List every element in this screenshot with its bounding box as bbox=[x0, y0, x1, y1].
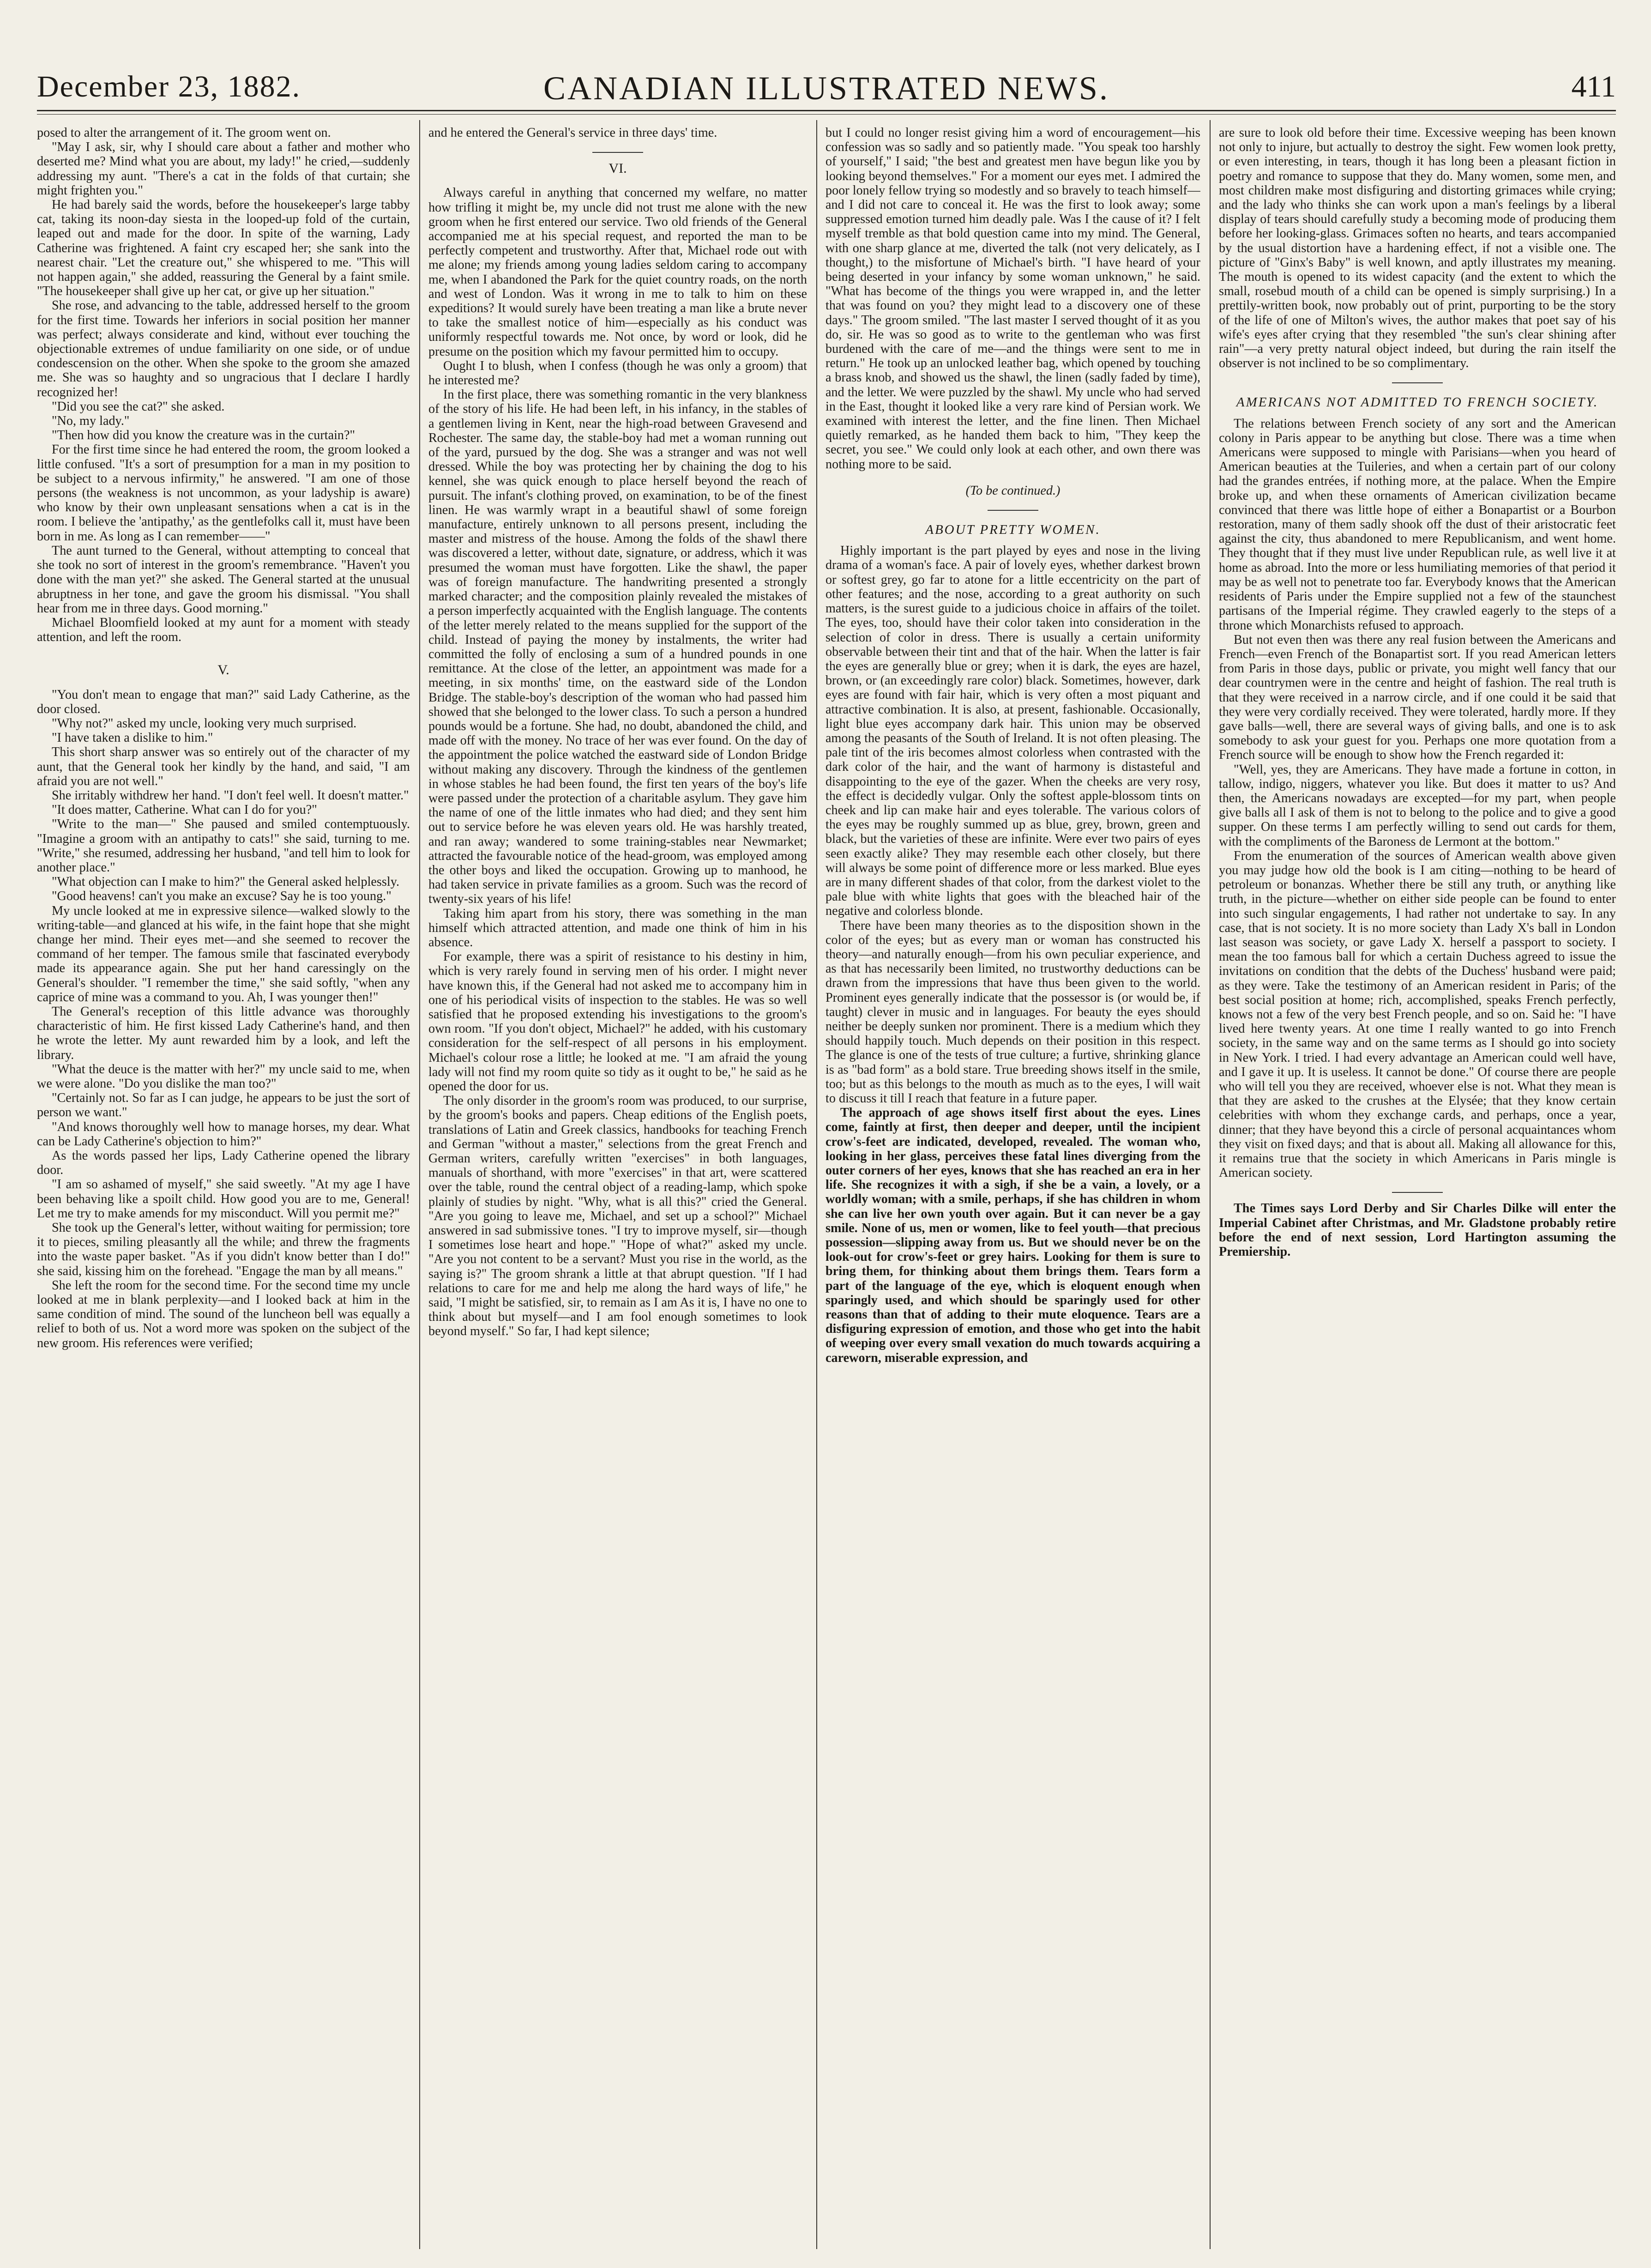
paragraph: As the words passed her lips, Lady Catherine opened the library door. bbox=[37, 1149, 410, 1178]
column-4 bbox=[1219, 126, 1616, 2245]
column-2 bbox=[428, 126, 807, 2245]
paragraph: The General's reception of this little advance was thoroughly characteristic of him. He first kissed Lady Catherine's hand, and then he wrote the letter. My aunt rewarded him by a look, and left the library. bbox=[37, 1004, 410, 1062]
masthead bbox=[37, 69, 1616, 106]
paragraph: "Then how did you know the creature was in the curtain?" bbox=[52, 428, 356, 443]
paragraph: "Did you see the cat?" she asked. bbox=[52, 399, 225, 414]
paragraph: He had barely said the words, before the housekeeper's large tabby cat, taking its noon-day siesta in the looped-up fold of the curtain, leaped out and made for the door. In spite of the warning, Lady Catherine was frightened. A faint cry escaped her; she sank into the nearest chair. "Let the creature out," she whispered to me. "This will not happen again," she added, reassuring the General by a faint smile. "The housekeeper shall give up her cat, or give up her situation." bbox=[37, 198, 410, 299]
article-heading: AMERICANS NOT ADMITTED TO FRENCH SOCIETY. bbox=[1236, 395, 1599, 410]
paragraph: The Times says Lord Derby and Sir Charles Dilke will enter the Imperial Cabinet after Christmas, and Mr. Gladstone probably retire before the end of next session, Lord Hartington assuming the Premiership. bbox=[1219, 1201, 1616, 1259]
column-divider bbox=[419, 120, 420, 2249]
column-3 bbox=[826, 126, 1200, 2245]
paragraph: My uncle looked at me in expressive silence—walked slowly to the writing-table—and glanced at his wife, in the faint hope that she might change her mind. Their eyes met—and she seemed to recover the command of her temper. The famous smile that fascinated everybody made its appearance again. She put her hand caressingly on the General's shoulder. "I remember the time," she said softly, "when any caprice of mine was a command to you. Ah, I was younger then!" bbox=[37, 903, 410, 1004]
issue-date: December 23, 1882. bbox=[37, 70, 301, 103]
paragraph: and he entered the General's service in three days' time. bbox=[428, 126, 717, 140]
paragraph: The aunt turned to the General, without attempting to conceal that she took no sort of interest in the groom's remembrance. "Haven't you done with the man yet?" she asked. The General started at the unusual abruptness in her tone, and gave the groom his dismissal. "You shall hear from me in three days. Good morning." bbox=[37, 543, 410, 616]
column-1 bbox=[37, 126, 410, 2245]
page-number: 411 bbox=[1571, 70, 1616, 103]
paragraph: The approach of age shows itself first about the eyes. Lines come, faintly at first, then deeper and deeper, until the incipient crow's-feet are indicated, developed, revealed. The woman who, looking in her glass, perceives these fatal lines diverging from the outer corners of her eyes, knows that she has reached an era in her life. She recognizes it with a sigh, if she be a vain, a lovely, or a worldly woman; with a smile, perhaps, if she has children in whom she can live her own youth over again. But it can never be a gay smile. None of us, men or women, like to feel youth—that precious possession—slipping away from us. But we should never be on the look-out for crow's-feet or grey hairs. Looking for them is sure to bring them, for thinking about them brings them. Tears form a part of the language of the eye, which is eloquent enough when sparingly used, and which should be sparingly used for other reasons than that of adding to their mute eloquence. Tears are a disfiguring expression of emotion, and those who get into the habit of weeping over every small vexation do much towards acquiring a careworn, miserable expression, and bbox=[826, 1106, 1200, 1365]
paragraph: Always careful in anything that concerned my welfare, no matter how trifling it might be, my uncle did not trust me alone with the new groom when he first entered our service. Two old friends of the General accompanied me at his special request, and reported the man to be perfectly competent and trustworthy. After that, Michael rode out with me alone; my friends among young ladies seldom caring to accompany me, when I abandoned the Park for the quiet country roads, on the north and west of London. Was it wrong in me to talk to him on these expeditions? It would surely have been treating a man like a brute never to take the smallest notice of him—especially as his conduct was uniformly respectful towards me. Not once, by word or look, did he presume on the position which my favour permitted him to occupy. bbox=[428, 186, 807, 359]
paragraph: "What objection can I make to him?" the General asked helplessly. bbox=[52, 875, 400, 889]
paragraph: "May I ask, sir, why I should care about a father and mother who deserted me? Mind what you are about, my lady!" he cried,—suddenly addressing my aunt. "There's a cat in the folds of that curtain; she might frighten you." bbox=[37, 140, 410, 198]
paragraph: are sure to look old before their time. Excessive weeping has been known not only to injure, but actually to destroy the sight. Few women look pretty, or even interesting, in tears, though it has long been a pleasant fiction in poetry and romance to suppose that they do. Many women, some men, and most children make most disfiguring and distorting grimaces while crying; and the lady who thinks she can work upon a man's feelings by a liberal display of tears should carefully study a becoming mode of producing them before her looking-glass. Grimaces soften no hearts, and tears accompanied by the usual distortion have a hardening effect, if not a visible one. The picture of "Ginx's Baby" is well known, and aptly illustrates my meaning. The mouth is opened to its widest capacity (and the extent to which the small, rosebud mouth of a child can be opened is simply surprising.) In a prettily-written book, now probably out of print, purporting to be the story of the life of one of Milton's wives, the author makes that poet say of his wife's eyes after crying that they resembled "the sun's clear shining after rain"—a very pretty natural object indeed, but during the rain itself the observer is not inclined to be so complimentary. bbox=[1219, 126, 1616, 371]
paragraph: posed to alter the arrangement of it. The groom went on. bbox=[37, 126, 331, 140]
masthead-rule-top bbox=[37, 110, 1616, 111]
to-be-continued: (To be continued.) bbox=[965, 483, 1060, 498]
paragraph: Michael Bloomfield looked at my aunt for a moment with steady attention, and left the room. bbox=[37, 615, 410, 645]
paragraph: "Why not?" asked my uncle, looking very much surprised. bbox=[52, 716, 357, 731]
paragraph: There have been many theories as to the disposition shown in the color of the eyes; but as every man or woman has constructed his theory—and naturally enough—from his own peculiar experience, and as that has necessarily been limited, no trustworthy deductions can be drawn from the impressions that have thus been given to the world. Prominent eyes generally indicate that the possessor is (or would be, if taught) clever in music and in languages. For beauty the eyes should neither be deeply sunken nor prominent. There is a medium which they should happily touch. Much depends on their position in this respect. The glance is one of the tests of true culture; a furtive, shrinking glance is as "bad form" as a bold stare. True breeding shows itself in the smile, too; but as this belongs to the mouth as much as to the eyes, I will wait to discuss it till I reach that feature in a future paper. bbox=[826, 918, 1200, 1106]
paragraph: The relations between French society of any sort and the American colony in Paris appear to be anything but close. There was a time when Americans were supposed to mingle with Parisians—when you heard of American beauties at the Tuileries, and when a certain part of our colony had the grandes entrées, if nothing more, at the palace. When the Empire broke up, and when these ornaments of American civilization became convinced that there was little hope of either a Bonapartist or a Bourbon restoration, many of them sadly shook off the dust of their aristocratic feet against the city, thus abandoned to mere Republicanism, and went home. They thought that if they must live under Republican rule, as well live it at home as abroad. Into the more or less humiliating memories of that period it may be as well not to penetrate too far. Everybody knows that the American residents of Paris under the Empire supplied not a few of the staunchest partisans of the Imperial régime. They crawled eagerly to the steps of a throne which Monarchists refused to approach. bbox=[1219, 416, 1616, 633]
paragraph: She rose, and advancing to the table, addressed herself to the groom for the first time. Towards her inferiors in social position her manner was perfect; always considerate and kind, without ever touching the objectionable extremes of undue familiarity on one side, or of undue condescension on the other. When she spoke to the groom she amazed me. She was so haughty and so ungracious that I declare I hardly recognized her! bbox=[37, 298, 410, 399]
paragraph: She irritably withdrew her hand. "I don't feel well. It doesn't matter." bbox=[52, 788, 409, 803]
paragraph: In the first place, there was something romantic in the very blankness of the story of his life. He had been left, in his infancy, in the stables of a gentlemen living in Kent, near the high-road between Gravesend and Rochester. The same day, the stable-boy had met a woman running out of the yard, pursued by the dog. She was a stranger and was not well dressed. While the boy was protecting her by chaining the dog to his kennel, she was quick enough to place herself beyond the reach of pursuit. The infant's clothing proved, on examination, to be of the finest linen. He was warmly wrapt in a beautiful shawl of some foreign manufacture, entirely unknown to all persons present, including the master and mistress of the house. Among the folds of the shawl there was discovered a letter, without date, signature, or address, which it was presumed the woman must have forgotten. Like the shawl, the paper was of foreign manufacture. The handwriting presented a strongly marked character; and the composition plainly revealed the mistakes of a person imperfectly acquainted with the English language. The contents of the letter merely related to the means supplied for the support of the child. Instead of paying the money by instalments, the writer had committed the folly of enclosing a sum of a hundred pounds in one remittance. At the close of the letter, an appointment was made for a meeting, in six months' time, on the eastward side of the London Bridge. The stable-boy's description of the woman who had passed him showed that she belonged to the lower class. To such a person a hundred pounds would be a fortune. She had, no doubt, abandoned the child, and made off with the money. No trace of her was ever found. On the day of the appointment the police watched the eastward side of London Bridge without making any discovery. Through the kindness of the gentlemen in whose stables he had been found, the first ten years of the boy's life were passed under the protection of a charitable asylum. They gave him the name of one of the little inmates who had died; and they sent him out to service before he was eleven years old. He was harshly treated, and ran away; wandered to some training-stables near Newmarket; attracted the favourable notice of the head-groom, was employed among the other boys and liked the occupation. Growing up to manhood, he had taken service in private families as a groom. Such was the record of twenty-six years of his life! bbox=[428, 387, 807, 907]
paragraph: "I have taken a dislike to him." bbox=[52, 731, 213, 745]
paragraph: But not even then was there any real fusion between the Americans and French—even French of the Bonapartist sort. If you read American letters from Paris in those days, public or private, you might well fancy that our dear countrymen were in the centre and height of fashion. The real truth is that they were received in a narrow circle, and if one could it be said that they were very cordially received. They were tolerated, hardly more. If they gave balls—well, there are several ways of giving balls, and one is to ask somebody to ask your guest for you. Perhaps one more quotation from a French source will be enough to show how the French regarded it: bbox=[1219, 632, 1616, 762]
paragraph: For the first time since he had entered the room, the groom looked a little confused. "It's a sort of presumption for a man in my position to be subject to a nervous infirmity," he answered. "I am one of those persons (the weakness is not uncommon, as your ladyship is aware) who know by their own unpleasant sensations when a cat is in the room. I believe the 'antipathy,' as the gentlefolks call it, must have been born in me. As long as I can remember——" bbox=[37, 442, 410, 544]
paragraph: "No, my lady." bbox=[52, 414, 130, 429]
paragraph: Taking him apart from his story, there was something in the man himself which attracted attention, and made one think of him in his absence. bbox=[428, 906, 807, 950]
paragraph: "Write to the man—" She paused and smiled contemptuously. "Imagine a groom with an antipathy to cats!" she said, turning to me. "Write," she resumed, addressing her husband, "and tell him to look for another place." bbox=[37, 817, 410, 875]
paragraph: From the enumeration of the sources of American wealth above given you may judge how old the book is I am citing—nothing to be heard of petroleum or bonanzas. Whether there be still any truth, or anything like truth, in the picture—whether on either side people can be found to enter into such singular engagements, I had rather not undertake to say. In any case, that is not society. It is no more society than Lady X's ball in London last season was society, or gave Lady X. herself a passport to society. I mean the too famous ball for which a certain Duchess agreed to issue the invitations on condition that the debts of the Duchess' husband were paid; as they were. Take the testimony of an American resident in Paris; of the best social position at home; rich, accomplished, speaks French perfectly, knows not a few of the very best French people, and so on. Said he: "I have lived here twenty years. At one time I really wanted to go into French society, in the same way and on the same terms as I should go into society in New York. I tried. I had every advantage an American could well have, and I gave it up. It is useless. It cannot be done." Of course there are people who will tell you they are received, whoever else is not. What they mean is that they are asked to the crushes at the Elysée; that they know certain celebrities with whom they exchange cards, and perhaps, once a year, dinner; that they have beyond this a circle of personal acquaintances whom they visit on fixed days; and that is about all. Making all allowance for this, it remains true that the society in which Americans in Paris mingle is American society. bbox=[1219, 848, 1616, 1180]
section-divider bbox=[592, 152, 643, 153]
paragraph: "Certainly not. So far as I can judge, he appears to be just the sort of person we want." bbox=[37, 1091, 410, 1120]
masthead-rule-bottom bbox=[37, 114, 1616, 115]
chapter-number: VI. bbox=[609, 161, 627, 176]
paragraph: Highly important is the part played by eyes and nose in the living drama of a woman's face. A pair of lovely eyes, whether darkest brown or softest grey, go far to atone for a little eccentricity on the part of other features; and the nose, according to a great authority on such matters, is the surest guide to a judicious choice in affairs of the toilet. The eyes, too, should have their color taken into consideration in the selection of color in dress. There is usually a certain uniformity observable between their tint and that of the hair. When the latter is fair the eyes are generally blue or grey; when it is dark, the eyes are hazel, brown, or (an exceedingly rare color) black. Sometimes, however, dark eyes are found with fair hair, which is very often a most piquant and attractive combination. It is also, at present, fashionable. Occasionally, light blue eyes accompany dark hair. This union may be observed among the peasants of the South of Ireland. It is not often pleasing. The pale tint of the iris becomes almost colorless when contrasted with the dark color of the hair, and the want of harmony is distasteful and disappointing to the eye of the gazer. When the cheeks are very rosy, the effect is decidedly vulgar. Only the softest apple-blossom tints on cheek and lip can make hair and eyes tolerable. The various colors of the eyes may be roughly summed up as blue, grey, brown, green and black, but the varieties of these are infinite. Were ever two pairs of eyes seen exactly alike? They may resemble each other closely, but there will always be some point of difference more or less marked. Blue eyes are in many different shades of that color, from the darkest violet to the pale blue with white lights that goes with the bleached hair of the negative and colorless blonde. bbox=[826, 544, 1200, 919]
paragraph: The only disorder in the groom's room was produced, to our surprise, by the groom's books and papers. Cheap editions of the English poets, translations of Latin and Greek classics, handbooks for teaching French and German "without a master," selections from the great French and German writers, carefully written "exercises" in both languages, manuals of shorthand, with more "exercises" in that art, were scattered over the table, round the central object of a reading-lamp, which spoke plainly of studies by night. "Why, what is all this?" cried the General. "Are you going to leave me, Michael, and set up a school?" Michael answered in sad submissive tones. "I try to improve myself, sir—though I sometimes lose heart and hope." "Hope of what?" asked my uncle. "Are you not content to be a servant? Must you rise in the world, as the saying is?" The groom shrank a little at that abrupt question. "If I had relations to care for me and help me along the hard ways of life," he said, "I might be satisfied, sir, to remain as I am As it is, I have no one to think about but myself—and I am fool enough sometimes to look beyond myself." So far, I had kept silence; bbox=[428, 1094, 807, 1339]
section-divider bbox=[1392, 382, 1443, 383]
article-heading: ABOUT PRETTY WOMEN. bbox=[925, 522, 1101, 538]
paragraph: "You don't mean to engage that man?" said Lady Catherine, as the door closed. bbox=[37, 687, 410, 716]
paragraph: "It does matter, Catherine. What can I do for you?" bbox=[52, 803, 317, 817]
paragraph: "And knows thoroughly well how to manage horses, my dear. What can be Lady Catherine's objection to him?" bbox=[37, 1119, 410, 1149]
newspaper-title: CANADIAN ILLUSTRATED NEWS. bbox=[543, 70, 1109, 107]
paragraph: "I am so ashamed of myself," she said sweetly. "At my age I have been behaving like a spoilt child. How good you are to me, General! Let me try to make amends for my misconduct. Will you permit me?" bbox=[37, 1177, 410, 1221]
paragraph: "What the deuce is the matter with her?" my uncle said to me, when we were alone. "Do you dislike the man too?" bbox=[37, 1062, 410, 1091]
paragraph: This short sharp answer was so entirely out of the character of my aunt, that the General took her kindly by the hand, and said, "I am afraid you are not well." bbox=[37, 745, 410, 788]
paragraph: Ought I to blush, when I confess (though he was only a groom) that he interested me? bbox=[428, 358, 807, 388]
paragraph: She took up the General's letter, without waiting for permission; tore it to pieces, smiling pleasantly all the while; and threw the fragments into the waste paper basket. "As if you didn't know better than I do!" she said, kissing him on the forehead. "Engage the man by all means." bbox=[37, 1221, 410, 1278]
chapter-number: V. bbox=[217, 662, 229, 678]
paragraph: For example, there was a spirit of resistance to his destiny in him, which is very rarely found in serving men of his order. I might never have known this, if the General had not asked me to accompany him in one of his periodical visits of inspection to the stables. He was so well satisfied that he proposed extending his investigations to the groom's own room. "If you don't object, Michael?" he added, with his customary consideration for the self-respect of all persons in his employment. Michael's colour rose a little; he looked at me. "I am afraid the young lady will not find my room quite so tidy as it ought to be," he said as he opened the door for us. bbox=[428, 950, 807, 1094]
section-divider bbox=[1392, 1192, 1443, 1193]
paragraph: but I could no longer resist giving him a word of encouragement—his confession was so sadly and so patiently made. "You speak too harshly of yourself," I said; "the best and greatest men have begun like you by looking beyond themselves." For a moment our eyes met. I admired the poor lonely fellow trying so modestly and so bravely to teach himself—and I did not care to conceal it. He was the first to look away; some suppressed emotion turned him deadly pale. Was I the cause of it? I felt myself tremble as that bold question came into my mind. The General, with one sharp glance at me, diverted the talk (not very delicately, as I thought,) to the misfortune of Michael's birth. "I have heard of your being deserted in your infancy by some woman unknown," he said. "What has become of the things you were wrapped in, and the letter that was found on you? they might lead to a discovery one of these days." The groom smiled. "The last master I served thought of it as you do, sir. He was so good as to write to the gentleman who was first burdened with the care of me—and the things were sent to me in return." He took up an unlocked leather bag, which opened by touching a brass knob, and showed us the shawl, the linen (sadly faded by time), and the letter. We were puzzled by the shawl. My uncle who had served in the East, thought it looked like a very rare kind of Persian work. We examined with interest the letter, and the fine linen. Then Michael quietly remarked, as he handed them back to him, "They keep the secret, you see." We could only look at each other, and own there was nothing more to be said. bbox=[826, 126, 1200, 472]
column-divider bbox=[816, 120, 817, 2249]
paragraph: She left the room for the second time. For the second time my uncle looked at me in blank perplexity—and I looked back at him in the same condition of mind. The sound of the luncheon bell was equally a relief to both of us. Not a word more was spoken on the subject of the new groom. His references were verified; bbox=[37, 1278, 410, 1350]
paragraph: "Well, yes, they are Americans. They have made a fortune in cotton, in tallow, indigo, niggers, whatever you like. But does it matter to us? And then, the Americans nowadays are excepted—for my part, when people give balls all I ask of them is not to belong to the police and to give a good supper. On these terms I am perfectly willing to send out cards for them, with the compliments of the Baroness de Lermont at the bottom." bbox=[1219, 762, 1616, 849]
section-divider bbox=[988, 510, 1038, 511]
paragraph: "Good heavens! can't you make an excuse? Say he is too young." bbox=[52, 889, 392, 904]
column-divider bbox=[1210, 120, 1211, 2249]
